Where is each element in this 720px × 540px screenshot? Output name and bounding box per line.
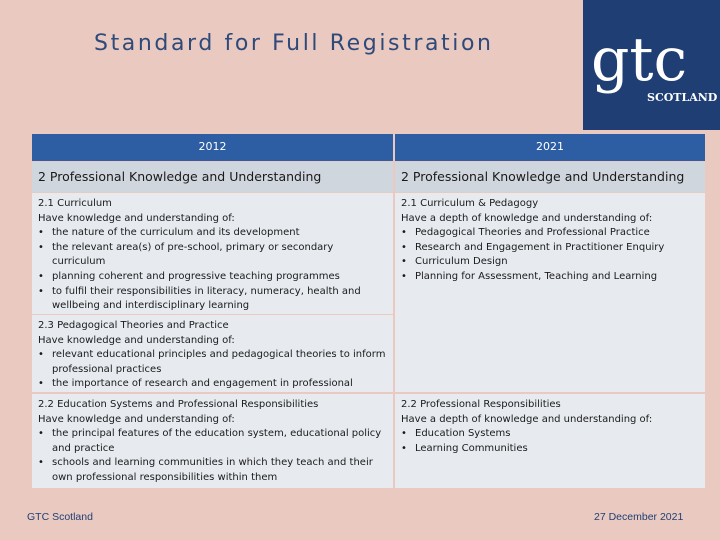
section-title-2012: 2 Professional Knowledge and Understanding — [32, 162, 393, 192]
bullet-list — [401, 226, 699, 284]
table-header-2012 — [32, 134, 393, 161]
block-intro: Have knowledge and understanding of: — [38, 212, 235, 224]
list-item: • to fulfil their responsibilities in literacy, numeracy, health and wellbeing and interdisciplinary learning — [38, 285, 387, 314]
list-item: • Pedagogical Theories and Professional Practice — [401, 226, 699, 241]
block-intro: Have knowledge and understanding of: — [38, 334, 235, 346]
footer-organisation: GTC Scotland — [27, 511, 93, 523]
block-heading: 2.2 Education Systems and Professional Responsibilities — [38, 399, 319, 410]
block-intro: Have a depth of knowledge and understanding of: — [401, 212, 653, 224]
footer-date: 27 December 2021 — [594, 511, 684, 523]
list-item: • Research and Engagement in Practitioner Enquiry — [401, 241, 699, 256]
list-item: • the principal features of the education system, educational policy and practice — [38, 427, 387, 456]
list-item: • Planning for Assessment, Teaching and Learning — [401, 270, 699, 285]
block-heading: 2.1 Curriculum & Pedagogy — [401, 198, 539, 209]
page-title: Standard for Full Registration — [94, 31, 494, 56]
gtc-scotland-logo — [583, 0, 720, 130]
block-2012-curriculum — [32, 193, 393, 314]
block-2012-education-systems — [32, 394, 393, 488]
table-header-2021 — [395, 134, 705, 161]
block-2012-pedagogical-theories — [32, 315, 393, 392]
block-heading: 2.1 Curriculum — [38, 198, 112, 209]
block-intro: Have knowledge and understanding of: — [38, 413, 235, 425]
bullet-list — [401, 427, 699, 456]
block-heading: 2.2 Professional Responsibilities — [401, 399, 561, 410]
gtc-logo-icon — [583, 0, 720, 130]
header-2012-label: 2012 — [198, 140, 227, 153]
list-item: • the relevant area(s) of pre-school, primary or secondary curriculum — [38, 241, 387, 270]
bullet-list — [38, 348, 387, 392]
header-2021-label: 2021 — [536, 140, 564, 153]
block-2021-professional-responsibilities — [395, 394, 705, 488]
list-item: • the importance of research and engagement in professional — [38, 377, 387, 392]
list-item: • schools and learning communities in which they teach and their own professional responsibilities within them — [38, 456, 387, 485]
block-2021-curriculum-pedagogy — [395, 193, 705, 392]
block-heading: 2.3 Pedagogical Theories and Practice — [38, 320, 229, 331]
list-item: • Curriculum Design — [401, 255, 699, 270]
bullet-list — [38, 226, 387, 314]
block-intro: Have a depth of knowledge and understanding of: — [401, 413, 653, 425]
logo-text: gtc — [591, 25, 688, 95]
bullet-list — [38, 427, 387, 485]
logo-subtext: SCOTLAND — [647, 91, 718, 104]
list-item: • planning coherent and progressive teaching programmes — [38, 270, 387, 285]
list-item: • Learning Communities — [401, 442, 699, 457]
list-item: • Education Systems — [401, 427, 699, 442]
list-item: • the nature of the curriculum and its development — [38, 226, 387, 241]
section-title-2021: 2 Professional Knowledge and Understanding — [395, 162, 705, 192]
list-item: • relevant educational principles and pedagogical theories to inform professional practices — [38, 348, 387, 377]
